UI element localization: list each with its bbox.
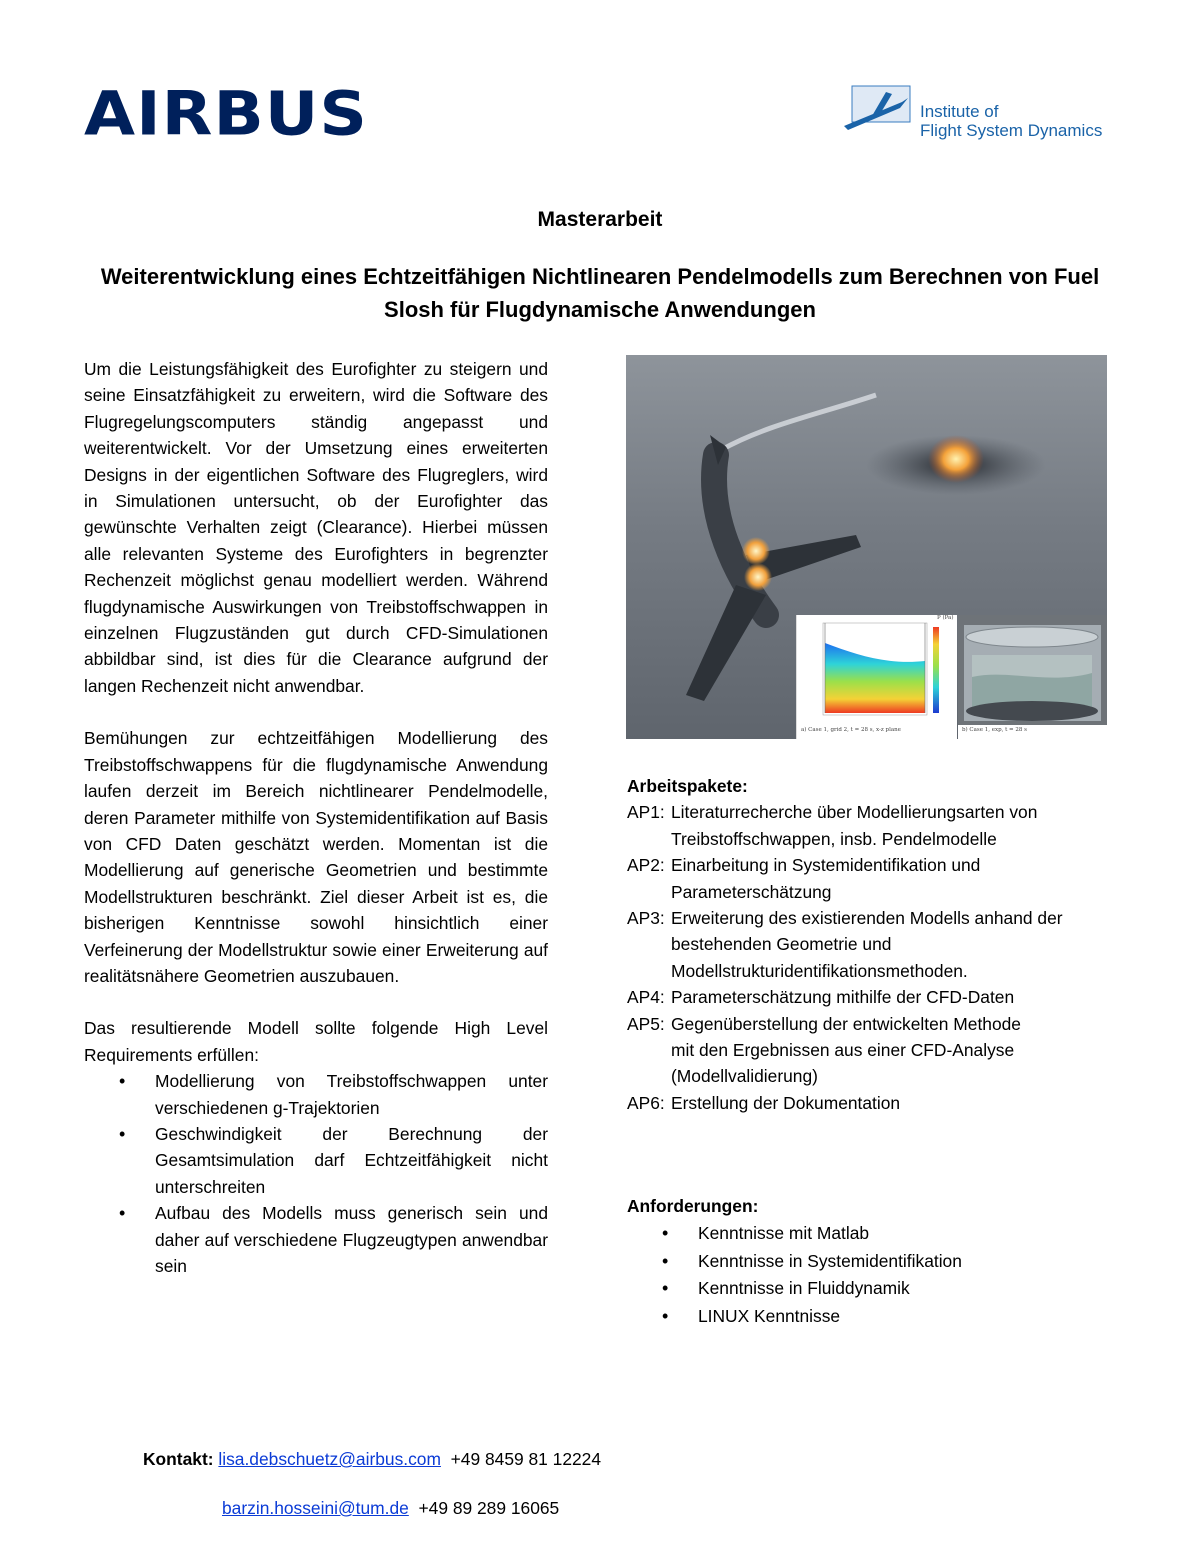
- work-package-text: Gegenüberstellung der entwickelten Methode mit den Ergebnissen aus einer CFD-Analyse (Modellvalidierung): [671, 1013, 1021, 1087]
- cfd-pressure-plot: [797, 615, 957, 739]
- work-package-text: Parameterschätzung mithilfe der CFD-Daten: [671, 987, 1015, 1008]
- work-package-text: Einarbeitung in Systemidentifikation und Parameterschätzung: [671, 855, 981, 902]
- intro-paragraph: Um die Leistungsfähigkeit des Eurofighter zu steigern und seine Einsatzfähigkeit zu erweitern, wird die Software des Flugregelungscomputers ständig angepasst und weiterentwickelt. Vor der Umsetzung eines erweiterten Designs in der eigentlichen Software des Flugreglers, wird in Simulationen untersucht, ob der Eurofighter das gewünschte Verhalten zeigt (Clearance). Hierbei müssen alle relevanten Systeme des Eurofighters in begrenzter Rechenzeit möglichst genau modelliert werden. Während flugdynamische Auswirkungen von Treibstoffschwappen in einzelnen Flugzuständen gut durch CFD-Simulationen abbildbar sind, ist dies für die Clearance aufgrund der langen Rechenzeit nicht anwendbar.: [84, 359, 548, 696]
- work-package-item: [627, 905, 1127, 984]
- work-package-code: AP6:: [627, 1092, 665, 1113]
- state-paragraph: Bemühungen zur echtzeitfähigen Modellierung des Treibstoffschwappens für die flugdynamische Anwendung laufen derzeit im Bereich nichtlinearer Pendelmodelle, deren Parameter mithilfe von Systemidentifikation auf Basis von CFD Daten geschätzt werden. Momentan ist die Modellierung auf generische Geometrien und bestimmte Modellstrukturen beschränkt. Ziel dieser Arbeit ist es, die bisherigen Kenntnisse sowohl hinsichtlich einer Verfeinerung der Modellstruktur sowie einer Erweiterung auf realitätsnähere Geometrien auszubauen.: [84, 728, 548, 986]
- work-package-item: [627, 852, 1127, 905]
- work-package-code: AP1:: [627, 802, 665, 823]
- skills-list: [627, 1220, 1127, 1330]
- bullet-icon: •: [662, 1278, 669, 1299]
- list-item: • Aufbau des Modells muss generisch sein und daher auf verschiedene Flugzeugtypen anwendbar sein: [84, 1200, 548, 1279]
- requirements-intro: Das resultierende Modell sollte folgende High Level Requirements erfüllen:: [84, 1018, 548, 1065]
- list-item: • Modellierung von Treibstoffschwappen unter verschiedenen g-Trajektorien: [84, 1068, 548, 1121]
- work-package-item: [627, 984, 1127, 1010]
- bullet-icon: •: [119, 1123, 126, 1144]
- bullet-icon: •: [119, 1203, 126, 1224]
- bullet-icon: •: [119, 1071, 126, 1092]
- work-package-text: Erweiterung des existierenden Modells anhand der bestehenden Geometrie und Modellstrukturidentifikationsmethoden.: [671, 908, 1063, 981]
- email-link-2[interactable]: barzin.hosseini@tum.de: [222, 1498, 409, 1518]
- work-package-code: AP4:: [627, 987, 665, 1008]
- list-item: • LINUX Kenntnisse: [627, 1303, 1127, 1330]
- work-package-code: AP2:: [627, 855, 665, 876]
- contact-line-1: [143, 1446, 601, 1472]
- document-kind: Masterarbeit: [537, 208, 663, 231]
- list-item: • Geschwindigkeit der Berechnung der Gesamtsimulation darf Echtzeitfähigkeit nicht unterschreiten: [84, 1121, 548, 1200]
- experiment-photo-inset: [958, 615, 1107, 739]
- colorbar-label: P (Pa): [937, 615, 954, 621]
- institute-logo: [842, 82, 1132, 152]
- phone-2: +49 89 289 16065: [418, 1498, 560, 1518]
- cfd-simulation-inset: [796, 615, 957, 739]
- list-item: • Kenntnisse in Fluiddynamik: [627, 1275, 1127, 1302]
- contact-line-2: [222, 1495, 559, 1521]
- caption-b: b) Case 1, exp, t = 28 s: [962, 727, 1027, 733]
- work-package-code: AP3:: [627, 908, 665, 929]
- airbus-logo: AIRBUS: [84, 78, 368, 150]
- phone-1: +49 8459 81 12224: [450, 1449, 602, 1469]
- work-package-item: [627, 1011, 1127, 1090]
- institute-name-line1: Institute of: [920, 102, 999, 121]
- left-column: [84, 356, 548, 1279]
- work-packages-section: [627, 773, 1127, 1116]
- work-package-text: Literaturrecherche über Modellierungsarten von Treibstoffschwappen, insb. Pendelmodelle: [671, 802, 1038, 849]
- work-package-item: [627, 799, 1127, 852]
- institute-name-line2: Flight System Dynamics: [920, 121, 1103, 140]
- bullet-icon: •: [662, 1250, 669, 1271]
- work-package-text: Erstellung der Dokumentation: [671, 1092, 901, 1113]
- high-level-requirements-list: [84, 1068, 548, 1279]
- institute-glider-icon: [842, 82, 922, 142]
- work-packages-heading: Arbeitspakete:: [627, 776, 748, 796]
- bullet-icon: •: [662, 1305, 669, 1326]
- document-title: Weiterentwicklung eines Echtzeitfähigen Nichtlinearen Pendelmodells zum Berechnen von Fuel Slosh für Flugdynamische Anwendungen: [100, 264, 1100, 322]
- contact-label: Kontakt:: [143, 1449, 214, 1469]
- list-item: • Kenntnisse in Systemidentifikation: [627, 1248, 1127, 1275]
- skills-section: [627, 1193, 1127, 1330]
- tank-experiment-photo: [958, 615, 1107, 739]
- eurofighter-figure: [626, 355, 1107, 739]
- bullet-icon: •: [662, 1223, 669, 1244]
- work-package-item: [627, 1090, 1127, 1116]
- list-item: • Kenntnisse mit Matlab: [627, 1220, 1127, 1247]
- skills-heading: Anforderungen:: [627, 1196, 759, 1216]
- work-package-code: AP5:: [627, 1013, 665, 1034]
- email-link-1[interactable]: lisa.debschuetz@airbus.com: [218, 1449, 441, 1469]
- caption-a: a) Case 1, grid 2, t = 28 s, x-z plane: [801, 727, 901, 733]
